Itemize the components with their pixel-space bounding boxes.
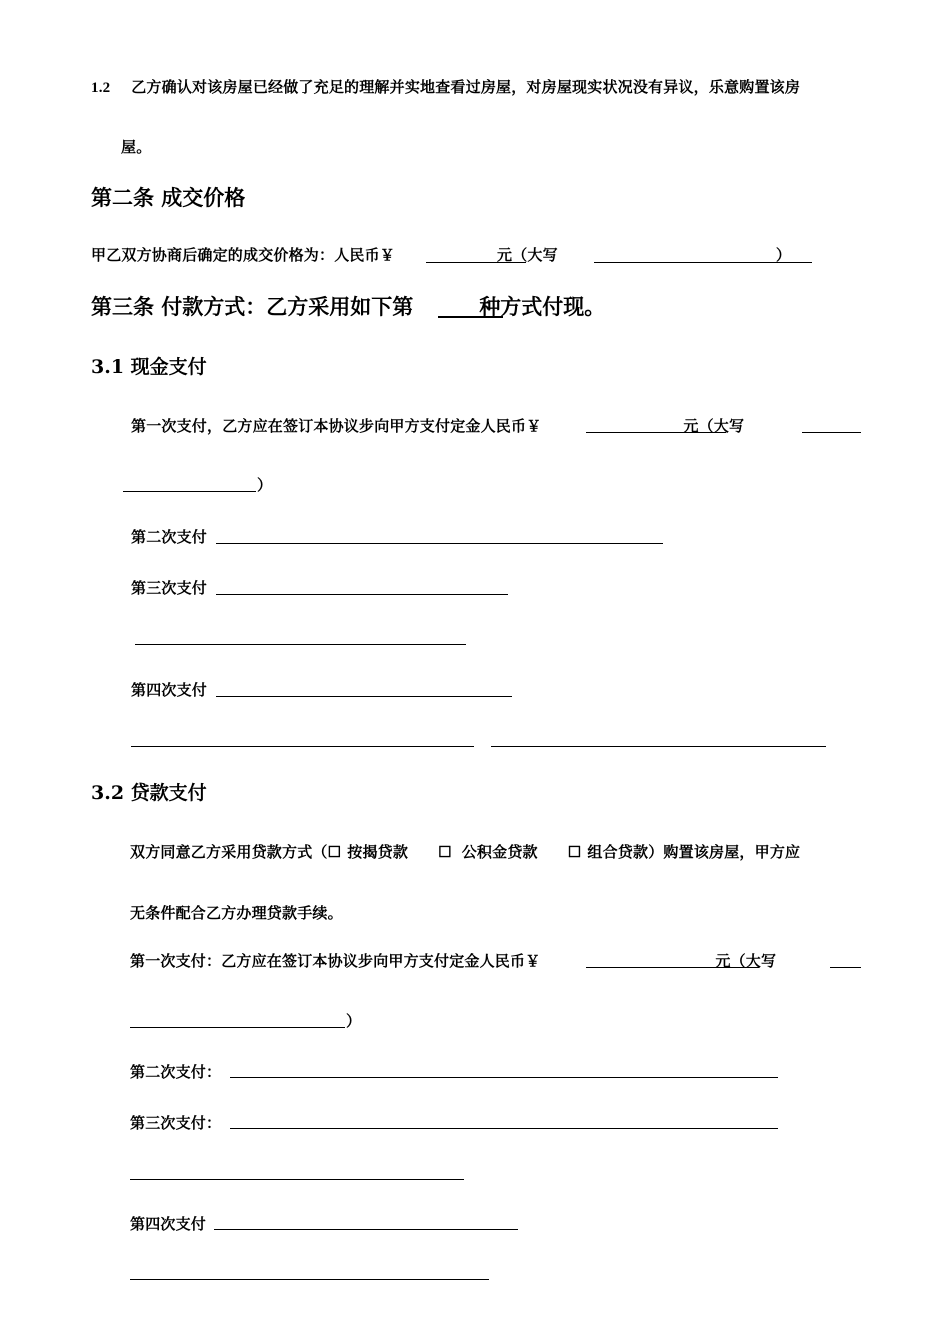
article-3-title-pre: 第三条 付款方式：乙方采用如下第 (91, 294, 414, 319)
cash-third-payment-blank-2[interactable] (135, 644, 466, 645)
clause-1-2 (91, 76, 800, 97)
cash-deposit-uppercase-underline (802, 432, 861, 433)
loan-second-payment-blank[interactable] (230, 1077, 778, 1078)
cash-first-payment-label: 第一次支付，乙方应在签订本协议步向甲方支付定金人民币￥ (131, 417, 542, 435)
option-provident-fund-label: 公积金贷款 (461, 843, 538, 861)
cash-fourth-payment-blank[interactable] (216, 696, 512, 697)
cash-second-payment-blank[interactable] (216, 543, 663, 544)
cash-third-payment-blank[interactable] (216, 594, 508, 595)
clause-1-2-continuation: 屋。 (121, 138, 152, 156)
price-label: 甲乙双方协商后确定的成交价格为：人民币￥ (91, 246, 396, 264)
cash-second-payment-label: 第二次支付 (131, 528, 208, 546)
section-3-1-title: 3.1 现金支付 (91, 356, 207, 378)
checkbox-provident-fund-icon[interactable]: ☐ (438, 843, 452, 861)
option-combined-label: 组合贷款 (587, 843, 649, 861)
loan-third-payment-blank-2[interactable] (130, 1179, 464, 1180)
loan-first-payment-close: ） (346, 1012, 362, 1030)
cash-third-payment-label: 第三次支付 (131, 579, 208, 597)
loan-third-payment-blank[interactable] (230, 1128, 778, 1129)
loan-fourth-payment-blank[interactable] (214, 1229, 518, 1230)
loan-first-payment-label: 第一次支付：乙方应在签订本协议步向甲方支付定金人民币￥ (130, 952, 541, 970)
price-close: ） (775, 246, 792, 264)
cash-deposit-uppercase-label: 元（大写 (683, 417, 745, 435)
clause-number: 1.2 (91, 80, 111, 96)
price-uppercase-label: 元（大写 (497, 246, 558, 264)
price-amount-underline (426, 262, 526, 263)
loan-fourth-payment-blank-2[interactable] (130, 1279, 489, 1280)
cash-deposit-amount-underline (586, 432, 726, 433)
section-3-2-title: 3.2 贷款支付 (91, 782, 207, 804)
article-2-title: 第二条 成交价格 (91, 185, 246, 210)
loan-fourth-payment-label: 第四次支付 (130, 1215, 207, 1233)
loan-deposit-uppercase-underline-2 (130, 1027, 345, 1028)
loan-second-payment-label: 第二次支付： (130, 1063, 222, 1081)
article-3-title (91, 291, 605, 321)
loan-type-line (130, 841, 800, 862)
cash-fourth-payment-label: 第四次支付 (131, 681, 208, 699)
checkbox-combined-icon[interactable]: ☐ (567, 843, 582, 861)
cash-deposit-uppercase-underline-2 (123, 491, 256, 492)
article-3-title-post: 种方式付现。 (479, 294, 606, 319)
cash-first-payment-close: ） (257, 476, 273, 494)
loan-deposit-uppercase-label: 元（大写 (715, 952, 777, 970)
cash-fourth-payment-blank-2[interactable] (131, 746, 474, 747)
loan-intro-text: 双方同意乙方采用贷款方式（ (130, 843, 328, 861)
option-mortgage-label: 按揭贷款 (347, 843, 409, 861)
cash-fourth-payment-blank-3[interactable] (491, 746, 826, 747)
clause-text: 乙方确认对该房屋已经做了充足的理解并实地查看过房屋，对房屋现实状况没有异议，乐意购置该房 (131, 78, 801, 96)
price-uppercase-underline (594, 262, 812, 263)
loan-intro-text-2: ）购置该房屋，甲方应 (648, 843, 801, 861)
checkbox-mortgage-icon[interactable]: ☐ (327, 843, 342, 861)
payment-method-underline (438, 316, 503, 318)
loan-deposit-amount-underline (586, 967, 759, 968)
loan-deposit-uppercase-underline (830, 967, 861, 968)
loan-third-payment-label: 第三次支付： (130, 1114, 222, 1132)
loan-intro-continuation: 无条件配合乙方办理贷款手续。 (130, 904, 343, 922)
